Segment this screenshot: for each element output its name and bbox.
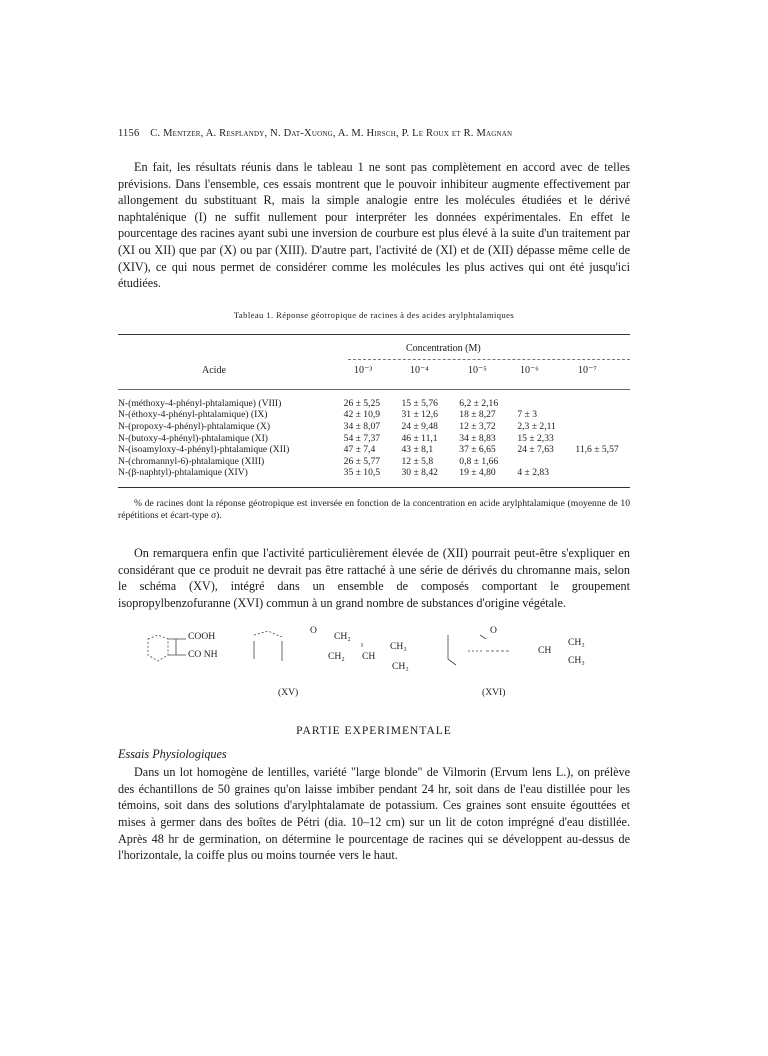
table-cell: [513, 398, 571, 410]
xv-label: (XV): [278, 687, 299, 699]
table-row: [118, 421, 630, 433]
table-cell: 43 ± 8,1: [401, 444, 434, 456]
table-cell: [513, 456, 571, 468]
acide-name: N-(propoxy-4-phényl)-phtalamique (X): [118, 420, 271, 432]
table-header: [118, 343, 630, 383]
xv-ch3-top: CH₃: [390, 641, 407, 653]
column-header: 10⁻³: [354, 364, 373, 376]
table-cell: [571, 409, 630, 421]
xvi-ch3-top: CH₃: [568, 637, 585, 649]
table-footnote: % de racines dont la réponse géotropique est inversée en fonction de la concentration en acide arylphtalamique (moyenne de 10 répétitions et écart-type σ).: [118, 497, 630, 522]
table-cell: 30 ± 8,42: [401, 467, 438, 479]
table-cell: 2,3 ± 2,11: [517, 420, 556, 432]
table-cell: [571, 421, 630, 433]
table-cell: 37 ± 6,65: [459, 444, 496, 456]
table-cell: 26 ± 5,25: [343, 397, 381, 409]
table-cell: 7 ± 3: [517, 409, 538, 421]
running-head: [118, 128, 630, 139]
table-cell: 12 ± 3,72: [459, 420, 496, 432]
column-header: 10⁻⁵: [468, 364, 487, 376]
table-row: [118, 398, 630, 410]
table-row: [118, 467, 630, 479]
table-cell: 19 ± 4,80: [459, 467, 496, 479]
table-cell: 26 ± 5,77: [343, 455, 381, 467]
table-body: [118, 398, 630, 479]
column-header: 10⁻⁴: [410, 364, 429, 376]
acide-name: N-(β-naphtyl)-phtalamique (XIV): [118, 467, 248, 479]
table-cell: 24 ± 9,48: [401, 420, 438, 432]
table-cell: 18 ± 8,27: [459, 409, 496, 421]
table-cell: 47 ± 7,4: [343, 444, 376, 456]
subsection-title: Essais Physiologiques: [118, 747, 227, 762]
table-cell: 15 ± 5,76: [401, 397, 438, 409]
table-cell: [571, 433, 630, 445]
xvi-label: (XVI): [482, 687, 506, 699]
table-cell: [571, 467, 630, 479]
acide-name: N-(butoxy-4-phényl)-phtalamique (XI): [118, 432, 268, 444]
xv-ch2-bottom: CH₂: [328, 651, 345, 663]
table-cell: 46 ± 11,1: [401, 432, 438, 444]
table-row: [118, 433, 630, 445]
table-cell: 31 ± 12,6: [401, 409, 438, 421]
table-mid-rule: [118, 389, 630, 390]
xv-ch3-bottom: CH₃: [392, 661, 409, 673]
acide-name: N-(isoamyloxy-4-phényl)-phtalamique (XII): [118, 444, 290, 456]
acide-header: Acide: [202, 364, 226, 376]
table-cell: 34 ± 8,83: [459, 432, 496, 444]
table-cell: 11,6 ± 5,57: [575, 444, 619, 456]
page-number: 1156: [118, 128, 140, 139]
table-cell: 12 ± 5,8: [401, 455, 434, 467]
paragraph-discussion: On remarquera enfin que l'activité particulièrement élevée de (XII) pourrait peut-être s'expliquer en considérant que ce produit ne devrait pas être rattaché à une série de dérivés du chromanne mais, selon le schéma (XV), intégré dans un ensemble de composés comportant le groupement isopropylbenzofuranne (XVI) commun à un grand nombre de substances d'origine végétale.: [118, 545, 630, 610]
table-cell: 6,2 ± 2,16: [459, 397, 499, 409]
paragraph-methods: Dans un lot homogène de lentilles, variété "large blonde" de Vilmorin (Ervum lens L.), on prélève des échantillons de 50 graines qu'on laisse imbiber pendant 24 hr, soit dans de l'eau distillée pour les témoins, soit dans des solutions d'arylphtalamate de potassium. Ces graines sont ensuite égouttées et mises à germer dans des boîtes de Pétri (dia. 10–12 cm) sur un lit de coton imprégné d'eau distillée. Après 48 hr de germination, on détermine le pourcentage de racines qui se développent au-dessus de l'horizontale, la coiffe plus ou moins tournée vers le haut.: [118, 765, 630, 863]
concentration-span-rule: [348, 359, 630, 360]
xv-co-nh: CO NH: [188, 649, 218, 661]
xv-ch: CH: [362, 651, 376, 663]
section-title: PARTIE EXPERIMENTALE: [296, 725, 452, 738]
table-cell: [571, 456, 630, 468]
table-cell: 42 ± 10,9: [343, 409, 381, 421]
structural-formulas: [118, 625, 630, 705]
xv-cooh: COOH: [188, 631, 216, 643]
table-cell: 15 ± 2,33: [517, 432, 554, 444]
table-bottom-rule: [118, 487, 630, 488]
column-header: 10⁻⁷: [578, 364, 597, 376]
acide-name: N-(méthoxy-4-phényl-phtalamique) (VIII): [118, 397, 282, 409]
table-row: [118, 456, 630, 468]
article-page: [118, 128, 630, 864]
acide-name: N-(chromannyl-6)-phtalamique (XIII): [118, 455, 265, 467]
xv-oxygen: O: [310, 625, 317, 637]
xvi-ch: CH: [538, 645, 552, 657]
concentration-header: Concentration (M): [406, 342, 481, 354]
xvi-oxygen: O: [490, 625, 497, 637]
column-header: 10⁻⁶: [520, 364, 539, 376]
xvi-ch3-bottom: CH₃: [568, 655, 585, 667]
table-top-rule: [118, 334, 630, 335]
table-row: [118, 444, 630, 456]
paragraph-results: En fait, les résultats réunis dans le tableau 1 ne sont pas complètement en accord avec de telles prévisions. Dans l'ensemble, ces essais montrent que le pouvoir inhibiteur augmente effectivement par allongement du substituant R, mais la simple analogie entre les molécules étudiées et le dérivé naphtalénique (I) ne suffit nullement pour interpréter les données expérimentales. En effet le pourcentage des racines ayant subi une inversion de courbure est plus élevé à la suite d'un traitement par (XI ou XII) que par (X) ou par (XIII). D'autre part, l'activité de (XI) et de (XII) dépasse même celle de (XIV), ce qui nous permet de considérer comme les molécules les plus actives qui ont été jusqu'ici étudiées.: [118, 160, 630, 291]
table-cell: 35 ± 10,5: [343, 467, 381, 479]
authors: C. Mentzer, A. Resplandy, N. Dat-Xuong, A. M. Hirsch, P. Le Roux et R. Magnan: [150, 128, 513, 139]
results-table: [118, 334, 630, 488]
table-caption: Tableau 1. Réponse géotropique de racines à des acides arylphtalamiques: [233, 309, 515, 320]
table-cell: 34 ± 8,07: [343, 420, 381, 432]
table-cell: 0,8 ± 1,66: [459, 455, 499, 467]
table-cell: 24 ± 7,63: [517, 444, 554, 456]
table-cell: [571, 398, 630, 410]
acide-name: N-(éthoxy-4-phényl-phtalamique) (IX): [118, 409, 268, 421]
table-cell: 4 ± 2,83: [517, 467, 550, 479]
table-row: [118, 409, 630, 421]
xv-ch2-top: CH₂: [334, 631, 351, 643]
table-cell: 54 ± 7,37: [343, 432, 381, 444]
